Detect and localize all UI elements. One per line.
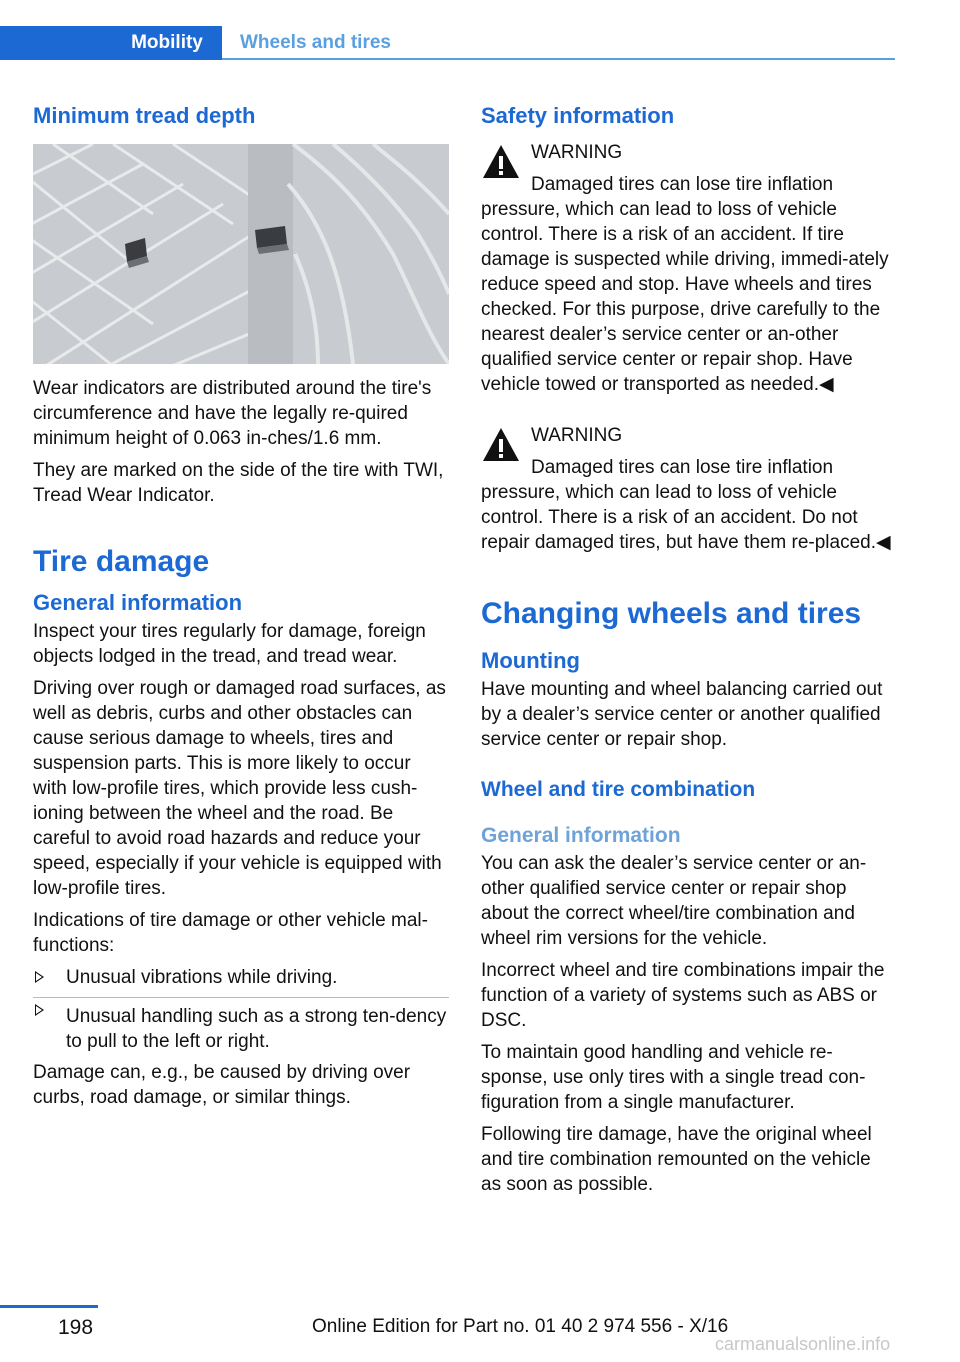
damage-causes-paragraph: Damage can, e.g., be caused by driving over curbs, road damage, or similar things. — [33, 1062, 411, 1108]
tire-damage-heading: Tire damage — [33, 545, 210, 578]
warning-block-2 — [481, 423, 893, 555]
warning-triangle-icon — [481, 425, 521, 465]
header-rule — [222, 58, 895, 60]
warning-block-1 — [481, 140, 893, 397]
list-item: Unusual handling such as a strong ten‐dency to pull to the left or right. — [33, 997, 449, 1054]
indications-list — [33, 965, 449, 1054]
triangle-bullet-icon — [35, 1004, 44, 1016]
triangle-bullet-icon — [35, 971, 44, 983]
combination-paragraph-2: Incorrect wheel and tire combinations impair the function of a variety of systems such as ABS or DSC. — [481, 960, 885, 1031]
combination-general-information-heading: General information — [481, 824, 681, 847]
combination-paragraph-4: Following tire damage, have the original wheel and tire combination remounted on the vehicle as soon as possible. — [481, 1124, 872, 1195]
twi-paragraph: They are marked on the side of the tire with TWI, Tread Wear Indicator. — [33, 460, 444, 506]
list-item: Unusual vibrations while driving. — [33, 965, 449, 990]
inspect-paragraph: Inspect your tires regularly for damage, foreign objects lodged in the tread, and tread wear. — [33, 621, 426, 667]
wheel-tire-combination-heading: Wheel and tire combination — [481, 778, 756, 801]
warning-triangle-icon — [481, 142, 521, 182]
warning-text: Damaged tires can lose tire inflation pressure, which can lead to loss of vehicle control. There is a risk of an accident. If tire damage is suspected while driving, immedi‐ately reduce speed and stop. Have wheels and tires checked. For this purpose, drive carefully to the nearest dealer’s service center or an‐other qualified service center or repair shop. Have vehicle towed or transported as needed.◀ — [481, 174, 889, 395]
safety-information-heading: Safety information — [481, 103, 675, 128]
indications-paragraph: Indications of tire damage or other vehicle mal‐functions: — [33, 910, 428, 956]
watermark: carmanualsonline.info — [715, 1334, 891, 1354]
page-header — [0, 26, 895, 62]
mounting-heading: Mounting — [481, 648, 580, 673]
mounting-paragraph: Have mounting and wheel balancing carried out by a dealer’s service center or another qualified service center or repair shop. — [481, 679, 883, 750]
page-number: 198 — [58, 1316, 94, 1339]
tread-wear-indicator-illustration — [33, 144, 449, 364]
left-column — [33, 100, 449, 1110]
min-tread-heading: Minimum tread depth — [33, 103, 256, 128]
tire-tread-image — [33, 144, 449, 364]
warning-text: Damaged tires can lose tire inflation pressure, which can lead to loss of vehicle control. There is a risk of an accident. Do not repair damaged tires, but have them re‐placed.◀ — [481, 457, 891, 553]
warning-label: WARNING — [531, 142, 623, 163]
edition-text: Online Edition for Part no. 01 40 2 974 556 - X/16 — [312, 1316, 729, 1337]
general-information-heading: General information — [33, 590, 243, 615]
combination-paragraph-1: You can ask the dealer’s service center or an‐other qualified service center or repair shop about the correct wheel/tire combination and wheel rim versions for the vehicle. — [481, 853, 867, 949]
tab-wheels-and-tires[interactable]: Wheels and tires — [240, 32, 391, 53]
footer-rule — [0, 1305, 98, 1308]
right-column — [481, 100, 893, 1197]
road-surfaces-paragraph: Driving over rough or damaged road surfaces, as well as debris, curbs and other obstacles can cause serious damage to wheels, tires and suspension parts. This is more likely to occur with low-profile tires, which provide less cush‐ioning between the wheel and the road. Be careful to avoid road hazards and reduce your speed, especially if your vehicle is equipped with low-profile tires. — [33, 678, 446, 899]
tab-mobility[interactable]: Mobility — [0, 26, 222, 60]
changing-wheels-heading: Changing wheels and tires — [481, 597, 862, 630]
wear-indicators-paragraph: Wear indicators are distributed around the tire's circumference and have the legally re‐quired minimum height of 0.063 in‐ches/1.6 mm. — [33, 378, 432, 449]
combination-paragraph-3: To maintain good handling and vehicle re‐sponse, use only tires with a single tread con‐figuration from a single manufacturer. — [481, 1042, 866, 1113]
warning-label: WARNING — [531, 425, 623, 446]
